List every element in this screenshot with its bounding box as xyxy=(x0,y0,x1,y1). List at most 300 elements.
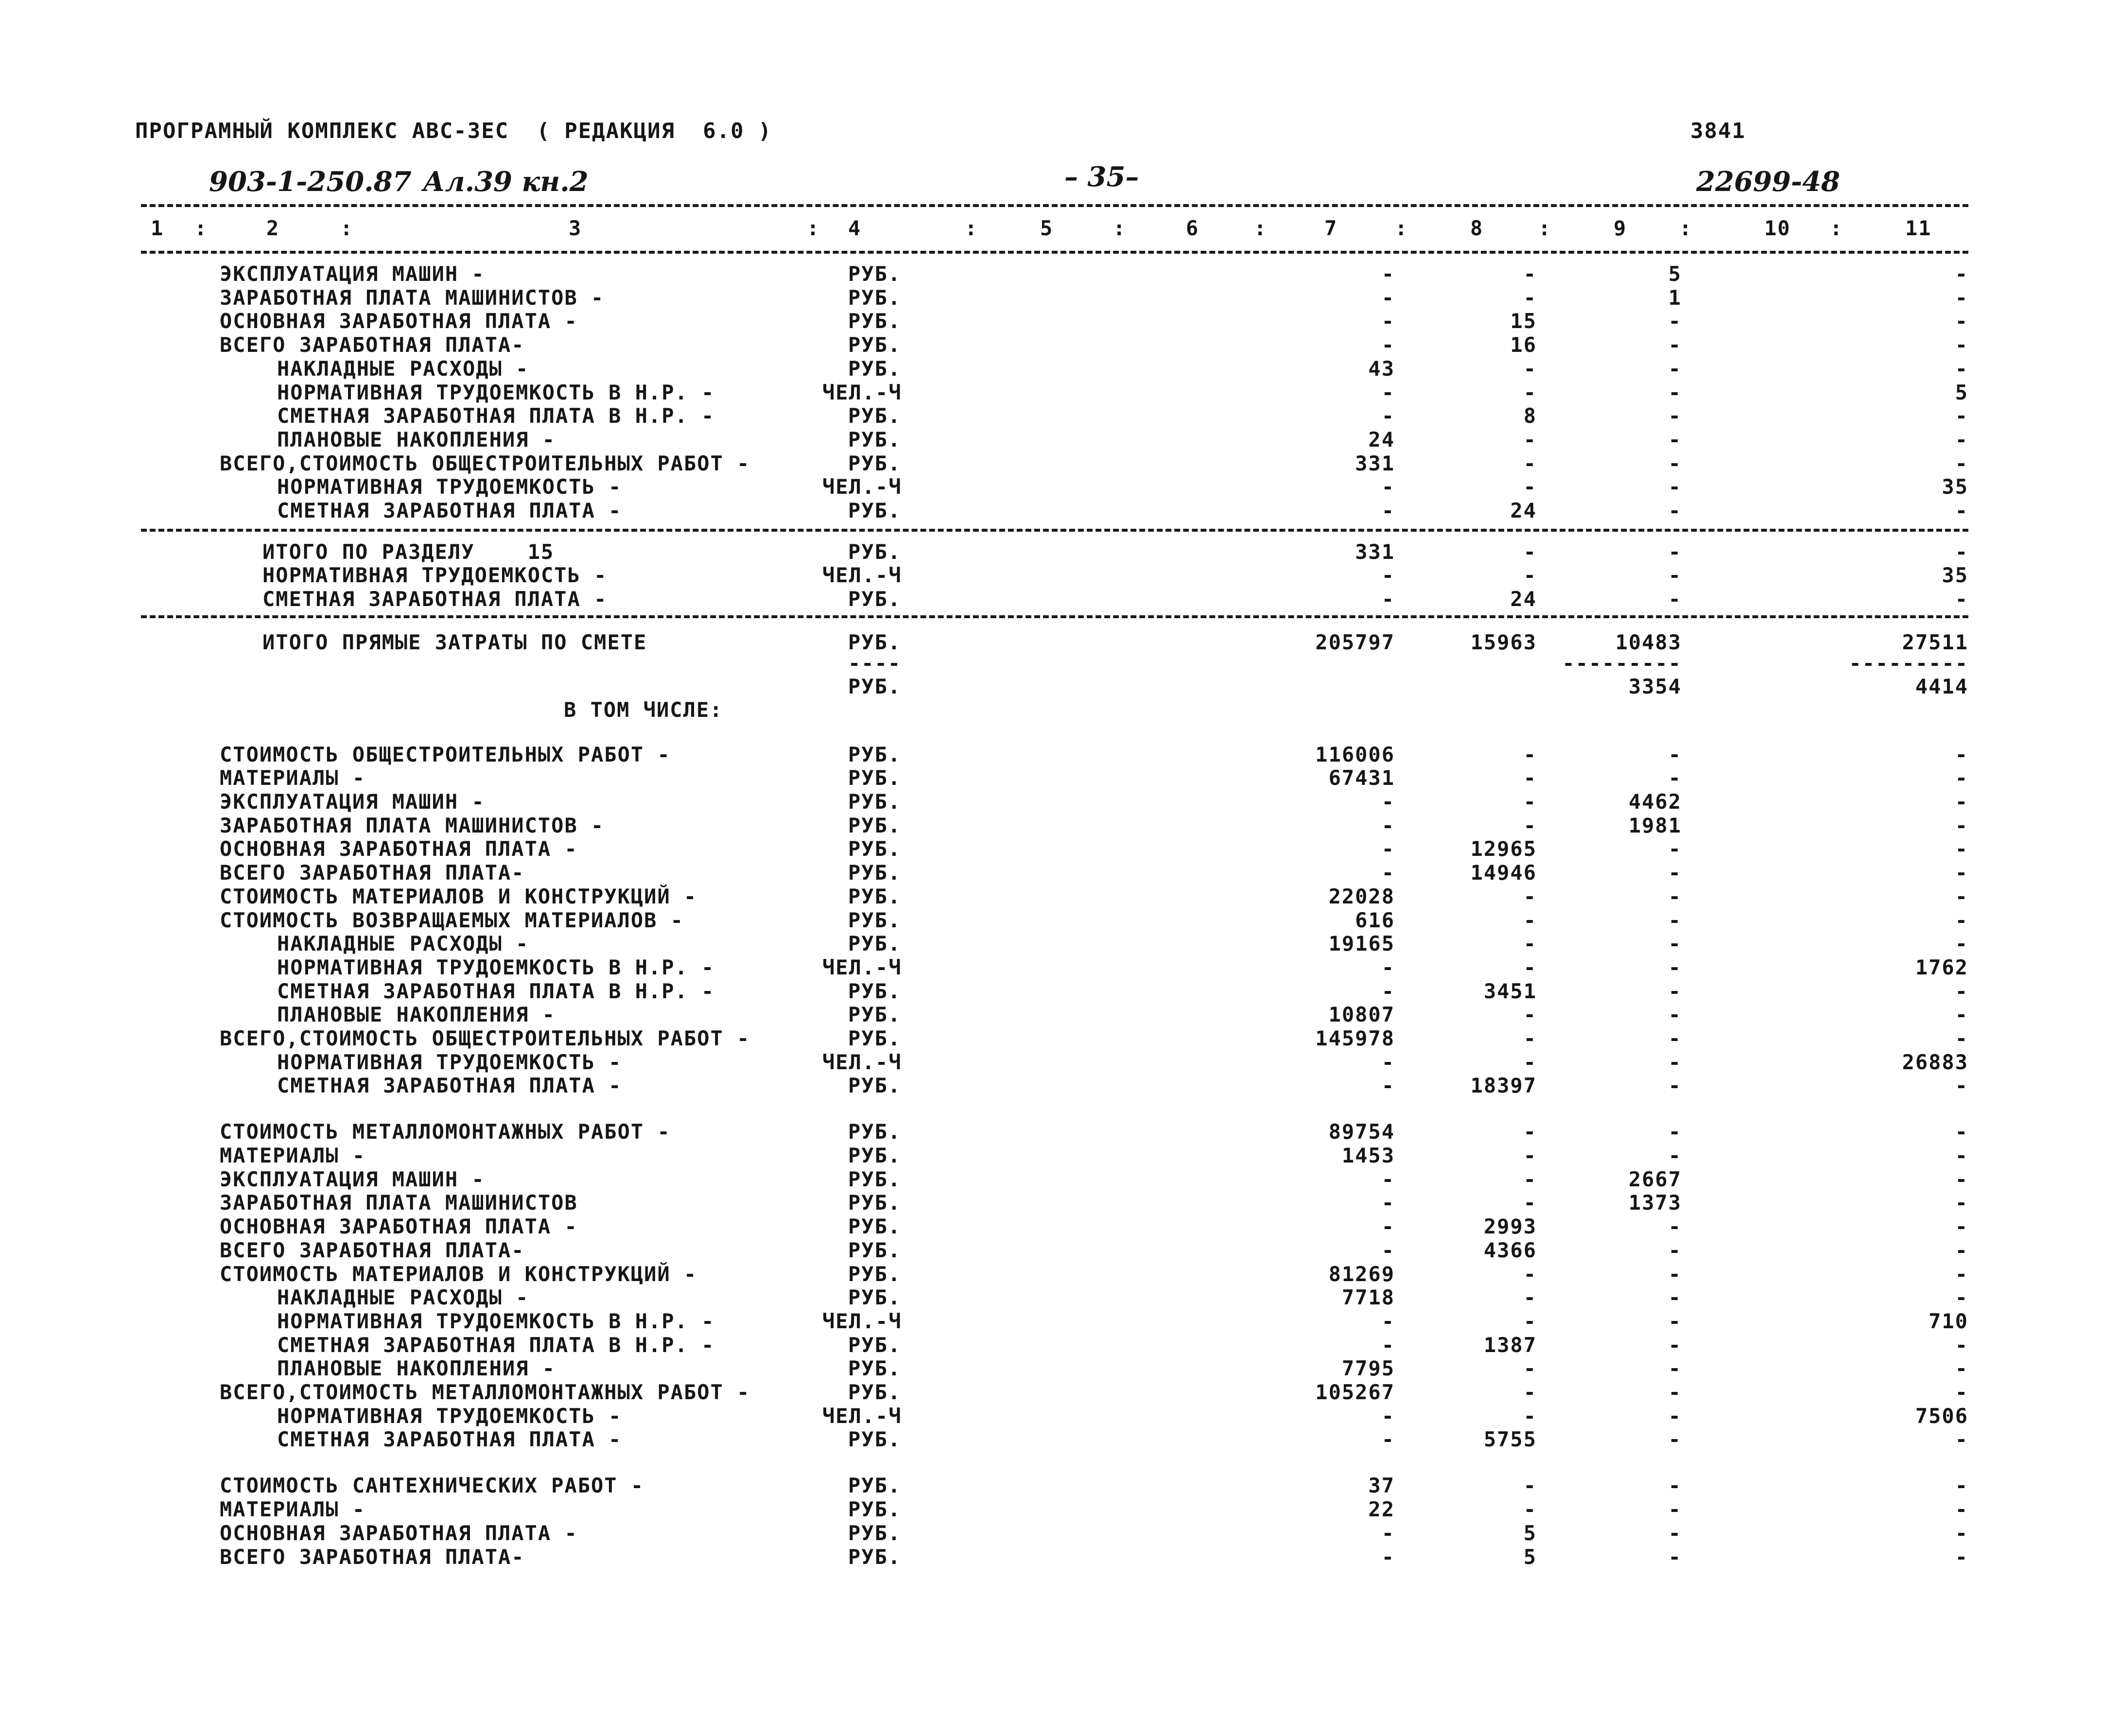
col7-value: 331 xyxy=(1355,539,1395,564)
col11-value: - xyxy=(1955,884,1968,908)
row-unit: РУБ. xyxy=(848,1333,902,1357)
col7-value: - xyxy=(1381,1521,1395,1545)
col8-value: - xyxy=(1523,1309,1537,1333)
col7-value: 24 xyxy=(1368,427,1395,451)
direct-costs-col11: 27511 xyxy=(1902,630,1968,654)
row-unit: РУБ. xyxy=(848,1521,902,1545)
col8-value: - xyxy=(1523,427,1537,451)
col8-value: - xyxy=(1523,742,1537,766)
row-label: ОСНОВНАЯ ЗАРАБОТНАЯ ПЛАТА - xyxy=(220,309,578,333)
album-reference: Ал.39 кн.2 xyxy=(423,166,589,198)
col7-value: - xyxy=(1381,380,1395,404)
col9-value: - xyxy=(1668,1262,1682,1286)
col8-value: 1387 xyxy=(1483,1333,1537,1357)
col11-value: - xyxy=(1955,932,1968,956)
row-unit: РУБ. xyxy=(848,1026,902,1050)
row-unit: РУБ. xyxy=(848,1474,902,1498)
row-unit: РУБ. xyxy=(848,285,902,310)
col7-value: - xyxy=(1381,1404,1395,1428)
row-label: ВСЕГО,СТОИМОСТЬ ОБЩЕСТРОИТЕЛЬНЫХ РАБОТ - xyxy=(220,451,750,475)
col9-value: - xyxy=(1668,1120,1682,1144)
col11-value: - xyxy=(1955,587,1968,611)
col11-value: - xyxy=(1955,451,1968,475)
column-number-9: 9 xyxy=(1614,216,1627,240)
col8-value: - xyxy=(1523,1144,1537,1168)
col8-value: - xyxy=(1523,539,1537,564)
col9-value: 1 xyxy=(1668,285,1682,310)
col9-value: - xyxy=(1668,1309,1682,1333)
col7-value: - xyxy=(1381,955,1395,979)
row-unit: ЧЕЛ.-Ч xyxy=(822,563,902,588)
col7-value: - xyxy=(1381,1215,1395,1239)
col8-value: 5755 xyxy=(1483,1427,1537,1452)
col8-value: - xyxy=(1523,790,1537,814)
row-unit: РУБ. xyxy=(848,1356,902,1381)
col7-value: - xyxy=(1381,262,1395,286)
col11-value: - xyxy=(1955,1074,1968,1098)
row-unit: РУБ. xyxy=(848,1003,902,1027)
col7-value: - xyxy=(1381,1309,1395,1333)
row-unit: РУБ. xyxy=(848,932,902,956)
row-label: СМЕТНАЯ ЗАРАБОТНАЯ ПЛАТА - xyxy=(277,499,622,522)
row-unit: РУБ. xyxy=(848,404,902,428)
col9-value: - xyxy=(1668,1545,1682,1569)
col7-value: 37 xyxy=(1368,1474,1395,1498)
col8-value: 24 xyxy=(1510,587,1537,611)
row-label: СМЕТНАЯ ЗАРАБОТНАЯ ПЛАТА В Н.Р. - xyxy=(277,404,715,428)
col9-value: - xyxy=(1668,1238,1682,1262)
col7-value: - xyxy=(1381,837,1395,861)
column-separator: : xyxy=(1395,216,1408,240)
row-unit: ЧЕЛ.-Ч xyxy=(822,380,902,404)
col8-value: 14946 xyxy=(1470,861,1537,885)
row-label: ЭКСПЛУАТАЦИЯ МАШИН - xyxy=(220,262,485,286)
col8-value: 24 xyxy=(1510,499,1537,522)
col8-value: 3451 xyxy=(1483,979,1537,1003)
column-number-6: 6 xyxy=(1186,216,1199,240)
col7-value: - xyxy=(1381,404,1395,428)
right-code: 22699-48 xyxy=(1696,166,1840,198)
col8-value: 12965 xyxy=(1470,837,1537,861)
col11-value: - xyxy=(1955,790,1968,814)
row-label: ОСНОВНАЯ ЗАРАБОТНАЯ ПЛАТА - xyxy=(220,1521,578,1545)
row-unit: РУБ. xyxy=(848,309,902,333)
col8-value: - xyxy=(1523,1167,1537,1191)
row-unit: РУБ. xyxy=(848,884,902,908)
column-number-3: 3 xyxy=(569,216,582,240)
col9-value: - xyxy=(1668,1333,1682,1357)
row-label: ВСЕГО ЗАРАБОТНАЯ ПЛАТА- xyxy=(220,1238,525,1262)
row-label: ВСЕГО ЗАРАБОТНАЯ ПЛАТА- xyxy=(220,861,525,885)
col11-value: - xyxy=(1955,499,1968,522)
col9-value: - xyxy=(1668,884,1682,908)
col11-value: - xyxy=(1955,861,1968,885)
col9-value: - xyxy=(1668,356,1682,381)
column-number-2: 2 xyxy=(266,216,280,240)
row-label: ОСНОВНАЯ ЗАРАБОТНАЯ ПЛАТА - xyxy=(220,837,578,861)
row-label: ЗАРАБОТНАЯ ПЛАТА МАШИНИСТОВ xyxy=(220,1191,578,1215)
row-label: НОРМАТИВНАЯ ТРУДОЕМКОСТЬ В Н.Р. - xyxy=(277,1309,715,1333)
col7-value: 22028 xyxy=(1328,884,1395,908)
row-label: ЭКСПЛУАТАЦИЯ МАШИН - xyxy=(220,790,485,814)
col7-value: 89754 xyxy=(1328,1120,1395,1144)
row-unit: РУБ. xyxy=(848,861,902,885)
row-label: МАТЕРИАЛЫ - xyxy=(220,1144,366,1168)
row-label: ВСЕГО ЗАРАБОТНАЯ ПЛАТА- xyxy=(220,1545,525,1569)
col8-value: - xyxy=(1523,285,1537,310)
col7-value: - xyxy=(1381,813,1395,837)
row-label: ЗАРАБОТНАЯ ПЛАТА МАШИНИСТОВ - xyxy=(220,285,605,310)
col9-value: - xyxy=(1668,1427,1682,1452)
row-unit: РУБ. xyxy=(848,1191,902,1215)
col11-value: - xyxy=(1955,1356,1968,1381)
row-label: МАТЕРИАЛЫ - xyxy=(220,1497,366,1522)
row-unit: ЧЕЛ.-Ч xyxy=(822,955,902,979)
column-number-8: 8 xyxy=(1470,216,1484,240)
col11-value: 35 xyxy=(1942,475,1968,499)
column-separator: : xyxy=(340,216,354,240)
row-unit: РУБ. xyxy=(848,1497,902,1522)
column-number-1: 1 xyxy=(151,216,164,240)
col8-value: 5 xyxy=(1523,1521,1537,1545)
unit-subrule: ---- xyxy=(848,651,902,675)
col7-value: - xyxy=(1381,1050,1395,1074)
row-unit: РУБ. xyxy=(848,451,902,475)
col7-value: - xyxy=(1381,499,1395,522)
row-label: СТОИМОСТЬ МЕТАЛЛОМОНТАЖНЫХ РАБОТ - xyxy=(220,1120,671,1144)
col11-value: - xyxy=(1955,1474,1968,1498)
row-label: МАТЕРИАЛЫ - xyxy=(220,766,366,790)
col8-value: 4366 xyxy=(1483,1238,1537,1262)
col9-value: - xyxy=(1668,1497,1682,1522)
col7-value: - xyxy=(1381,1074,1395,1098)
row-label: ВСЕГО ЗАРАБОТНАЯ ПЛАТА- xyxy=(220,333,525,357)
direct-costs-col8: 15963 xyxy=(1470,630,1537,654)
column-separator: : xyxy=(965,216,978,240)
row-unit: ЧЕЛ.-Ч xyxy=(822,1404,902,1428)
row-label: ПЛАНОВЫЕ НАКОПЛЕНИЯ - xyxy=(277,1356,556,1381)
col9-value: - xyxy=(1668,1474,1682,1498)
col8-value: - xyxy=(1523,380,1537,404)
col7-value: 105267 xyxy=(1315,1380,1395,1405)
col7-value: 7795 xyxy=(1341,1356,1395,1381)
row-label: СМЕТНАЯ ЗАРАБОТНАЯ ПЛАТА - xyxy=(277,1074,622,1098)
col11-value: - xyxy=(1955,1545,1968,1569)
row-unit: РУБ. xyxy=(848,1262,902,1286)
col8-value: 15 xyxy=(1510,309,1537,333)
col9-value: - xyxy=(1668,451,1682,475)
col7-value: - xyxy=(1381,475,1395,499)
col8-value: - xyxy=(1523,1191,1537,1215)
col8-value: 18397 xyxy=(1470,1074,1537,1098)
col11-value: - xyxy=(1955,539,1968,564)
row-label: НАКЛАДНЫЕ РАСХОДЫ - xyxy=(277,1285,529,1310)
row-label: НОРМАТИВНАЯ ТРУДОЕМКОСТЬ - xyxy=(277,475,622,499)
col9-value: 1981 xyxy=(1628,813,1682,837)
row-unit: ЧЕЛ.-Ч xyxy=(822,475,902,499)
col11-subrule: --------- xyxy=(1849,651,1968,675)
col8-value: - xyxy=(1523,932,1537,956)
col11-value: - xyxy=(1955,1262,1968,1286)
col8-value: - xyxy=(1523,1356,1537,1381)
col7-value: 1453 xyxy=(1341,1144,1395,1168)
row-unit: РУБ. xyxy=(848,1167,902,1191)
row-unit: РУБ. xyxy=(848,790,902,814)
header-rule-top xyxy=(141,204,1968,207)
col11-value: - xyxy=(1955,766,1968,790)
col9-value: - xyxy=(1668,861,1682,885)
col11-value: - xyxy=(1955,1238,1968,1262)
col11-value: - xyxy=(1955,813,1968,837)
row-label: ВСЕГО,СТОИМОСТЬ ОБЩЕСТРОИТЕЛЬНЫХ РАБОТ - xyxy=(220,1026,750,1050)
col7-value: 616 xyxy=(1355,908,1395,932)
row-unit: РУБ. xyxy=(848,979,902,1003)
col8-value: - xyxy=(1523,563,1537,588)
col9-value: - xyxy=(1668,1356,1682,1381)
row-unit: РУБ. xyxy=(848,1120,902,1144)
direct-costs-col11-2: 4414 xyxy=(1915,674,1968,698)
row-label: ЭКСПЛУАТАЦИЯ МАШИН - xyxy=(220,1167,485,1191)
col11-value: - xyxy=(1955,1285,1968,1310)
col8-value: - xyxy=(1523,1120,1537,1144)
direct-costs-col7: 205797 xyxy=(1315,630,1395,654)
row-unit: РУБ. xyxy=(848,587,902,611)
col11-value: - xyxy=(1955,262,1968,286)
row-unit: РУБ. xyxy=(848,1238,902,1262)
column-separator: : xyxy=(1113,216,1127,240)
row-label: НАКЛАДНЫЕ РАСХОДЫ - xyxy=(277,356,529,381)
col7-value: - xyxy=(1381,1191,1395,1215)
col8-value: - xyxy=(1523,1474,1537,1498)
col9-value: - xyxy=(1668,1521,1682,1545)
row-unit: РУБ. xyxy=(848,499,902,522)
row-label: СМЕТНАЯ ЗАРАБОТНАЯ ПЛАТА В Н.Р. - xyxy=(277,1333,715,1357)
row-label: СМЕТНАЯ ЗАРАБОТНАЯ ПЛАТА В Н.Р. - xyxy=(277,979,715,1003)
col9-value: - xyxy=(1668,1380,1682,1405)
col11-value: - xyxy=(1955,1521,1968,1545)
col7-value: - xyxy=(1381,587,1395,611)
row-unit: РУБ. xyxy=(848,1074,902,1098)
col9-subrule: --------- xyxy=(1562,651,1682,675)
col7-value: 145978 xyxy=(1315,1026,1395,1050)
column-number-11: 11 xyxy=(1905,216,1932,240)
col7-value: - xyxy=(1381,563,1395,588)
col8-value: - xyxy=(1523,262,1537,286)
col11-value: 710 xyxy=(1929,1309,1968,1333)
col8-value: - xyxy=(1523,1404,1537,1428)
row-unit: РУБ. xyxy=(848,539,902,564)
col7-value: - xyxy=(1381,979,1395,1003)
col8-value: - xyxy=(1523,1380,1537,1405)
row-label: СТОИМОСТЬ ОБЩЕСТРОИТЕЛЬНЫХ РАБОТ - xyxy=(220,742,671,766)
program-title: ПРОГРАМНЫЙ КОМПЛЕКС АВС-3ЕС ( РЕДАКЦИЯ 6.0 ) xyxy=(135,119,772,143)
col9-value: - xyxy=(1668,1144,1682,1168)
col9-value: 2667 xyxy=(1628,1167,1682,1191)
col9-value: - xyxy=(1668,587,1682,611)
col9-value: - xyxy=(1668,955,1682,979)
row-unit: РУБ. xyxy=(848,1215,902,1239)
column-separator: : xyxy=(1254,216,1268,240)
column-separator: : xyxy=(194,216,208,240)
col7-value: - xyxy=(1381,1167,1395,1191)
row-unit: ЧЕЛ.-Ч xyxy=(822,1309,902,1333)
col7-value: - xyxy=(1381,1545,1395,1569)
column-number-7: 7 xyxy=(1324,216,1338,240)
col8-value: - xyxy=(1523,1003,1537,1027)
col7-value: - xyxy=(1381,1333,1395,1357)
direct-costs-unit: РУБ. xyxy=(848,630,902,654)
column-separator: : xyxy=(1538,216,1552,240)
header-rule-bottom xyxy=(141,251,1968,254)
col7-value: - xyxy=(1381,861,1395,885)
row-label: ЗАРАБОТНАЯ ПЛАТА МАШИНИСТОВ - xyxy=(220,813,605,837)
col8-value: - xyxy=(1523,1050,1537,1074)
col8-value: 2993 xyxy=(1483,1215,1537,1239)
col11-value: - xyxy=(1955,427,1968,451)
col11-value: - xyxy=(1955,356,1968,381)
row-label: СТОИМОСТЬ САНТЕХНИЧЕСКИХ РАБОТ - xyxy=(220,1474,644,1498)
col9-value: - xyxy=(1668,1285,1682,1310)
col11-value: 7506 xyxy=(1915,1404,1968,1428)
col9-value: 1373 xyxy=(1628,1191,1682,1215)
direct-costs-label: ИТОГО ПРЯМЫЕ ЗАТРАТЫ ПО СМЕТЕ xyxy=(262,630,647,654)
col11-value: 26883 xyxy=(1902,1050,1968,1074)
col7-value: - xyxy=(1381,1427,1395,1452)
col11-value: 1762 xyxy=(1915,955,1968,979)
column-number-5: 5 xyxy=(1040,216,1054,240)
col7-value: 22 xyxy=(1368,1497,1395,1522)
row-label: НОРМАТИВНАЯ ТРУДОЕМКОСТЬ - xyxy=(277,1404,622,1428)
col7-value: - xyxy=(1381,309,1395,333)
col8-value: - xyxy=(1523,475,1537,499)
col11-value: - xyxy=(1955,1167,1968,1191)
col11-value: - xyxy=(1955,742,1968,766)
col8-value: - xyxy=(1523,451,1537,475)
col9-value: - xyxy=(1668,1215,1682,1239)
col9-value: - xyxy=(1668,1404,1682,1428)
col9-value: 5 xyxy=(1668,262,1682,286)
row-label: СМЕТНАЯ ЗАРАБОТНАЯ ПЛАТА - xyxy=(277,1427,622,1452)
column-separator: : xyxy=(807,216,820,240)
col11-value: - xyxy=(1955,1144,1968,1168)
col7-value: 7718 xyxy=(1341,1285,1395,1310)
col9-value: - xyxy=(1668,908,1682,932)
row-label: НОРМАТИВНАЯ ТРУДОЕМКОСТЬ - xyxy=(262,563,608,588)
col11-value: 35 xyxy=(1942,563,1968,588)
col7-value: - xyxy=(1381,333,1395,357)
col9-value: - xyxy=(1668,1050,1682,1074)
col9-value: - xyxy=(1668,380,1682,404)
col7-value: 10807 xyxy=(1328,1003,1395,1027)
col9-value: - xyxy=(1668,1026,1682,1050)
col9-value: - xyxy=(1668,563,1682,588)
row-label: СТОИМОСТЬ МАТЕРИАЛОВ И КОНСТРУКЦИЙ - xyxy=(220,884,697,908)
col11-value: 5 xyxy=(1955,380,1968,404)
col9-value: - xyxy=(1668,475,1682,499)
col7-value: 81269 xyxy=(1328,1262,1395,1286)
col8-value: 16 xyxy=(1510,333,1537,357)
col8-value: - xyxy=(1523,356,1537,381)
column-number-10: 10 xyxy=(1764,216,1791,240)
col11-value: - xyxy=(1955,908,1968,932)
row-label: НАКЛАДНЫЕ РАСХОДЫ - xyxy=(277,932,529,956)
col9-value: - xyxy=(1668,979,1682,1003)
column-number-4: 4 xyxy=(848,216,862,240)
col11-value: - xyxy=(1955,333,1968,357)
row-label: ПЛАНОВЫЕ НАКОПЛЕНИЯ - xyxy=(277,1003,556,1027)
col11-value: - xyxy=(1955,1215,1968,1239)
row-label: СТОИМОСТЬ МАТЕРИАЛОВ И КОНСТРУКЦИЙ - xyxy=(220,1262,697,1286)
col11-value: - xyxy=(1955,1333,1968,1357)
col8-value: - xyxy=(1523,1285,1537,1310)
col9-value: - xyxy=(1668,404,1682,428)
row-unit: ЧЕЛ.-Ч xyxy=(822,1050,902,1074)
col7-value: 116006 xyxy=(1315,742,1395,766)
col7-value: 331 xyxy=(1355,451,1395,475)
col8-value: - xyxy=(1523,813,1537,837)
column-separator: : xyxy=(1830,216,1843,240)
col8-value: - xyxy=(1523,884,1537,908)
col8-value: 8 xyxy=(1523,404,1537,428)
row-label: ВСЕГО,СТОИМОСТЬ МЕТАЛЛОМОНТАЖНЫХ РАБОТ - xyxy=(220,1380,750,1405)
col9-value: - xyxy=(1668,1074,1682,1098)
col11-value: - xyxy=(1955,404,1968,428)
col11-value: - xyxy=(1955,1427,1968,1452)
row-unit: РУБ. xyxy=(848,1380,902,1405)
col9-value: - xyxy=(1668,309,1682,333)
col11-value: - xyxy=(1955,1026,1968,1050)
row-label: ПЛАНОВЫЕ НАКОПЛЕНИЯ - xyxy=(277,427,556,451)
col9-value: - xyxy=(1668,932,1682,956)
doc-code: 903-1-250.87 xyxy=(209,166,412,198)
col11-value: - xyxy=(1955,1497,1968,1522)
col11-value: - xyxy=(1955,1003,1968,1027)
row-unit: РУБ. xyxy=(848,1285,902,1310)
row-unit: РУБ. xyxy=(848,262,902,286)
col9-value: - xyxy=(1668,427,1682,451)
row-unit: РУБ. xyxy=(848,1144,902,1168)
column-separator: : xyxy=(1679,216,1693,240)
col11-value: - xyxy=(1955,979,1968,1003)
col11-value: - xyxy=(1955,285,1968,310)
col8-value: - xyxy=(1523,955,1537,979)
col9-value: - xyxy=(1668,333,1682,357)
col7-value: 43 xyxy=(1368,356,1395,381)
row-label: НОРМАТИВНАЯ ТРУДОЕМКОСТЬ - xyxy=(277,1050,622,1074)
row-unit: РУБ. xyxy=(848,813,902,837)
col9-value: - xyxy=(1668,766,1682,790)
row-label: НОРМАТИВНАЯ ТРУДОЕМКОСТЬ В Н.Р. - xyxy=(277,955,715,979)
direct-costs-col9: 10483 xyxy=(1615,630,1682,654)
col11-value: - xyxy=(1955,1380,1968,1405)
row-label: НОРМАТИВНАЯ ТРУДОЕМКОСТЬ В Н.Р. - xyxy=(277,380,715,404)
col7-value: - xyxy=(1381,285,1395,310)
col9-value: - xyxy=(1668,539,1682,564)
row-unit: РУБ. xyxy=(848,1545,902,1569)
col9-value: - xyxy=(1668,1003,1682,1027)
col8-value: - xyxy=(1523,1262,1537,1286)
direct-costs-unit-2: РУБ. xyxy=(848,674,902,698)
col7-value: - xyxy=(1381,790,1395,814)
col11-value: - xyxy=(1955,309,1968,333)
col11-value: - xyxy=(1955,1120,1968,1144)
including-heading: В ТОМ ЧИСЛЕ: xyxy=(564,698,723,722)
direct-costs-rule xyxy=(141,615,1968,618)
row-unit: РУБ. xyxy=(848,837,902,861)
col9-value: - xyxy=(1668,742,1682,766)
col7-value: 19165 xyxy=(1328,932,1395,956)
col7-value: 67431 xyxy=(1328,766,1395,790)
